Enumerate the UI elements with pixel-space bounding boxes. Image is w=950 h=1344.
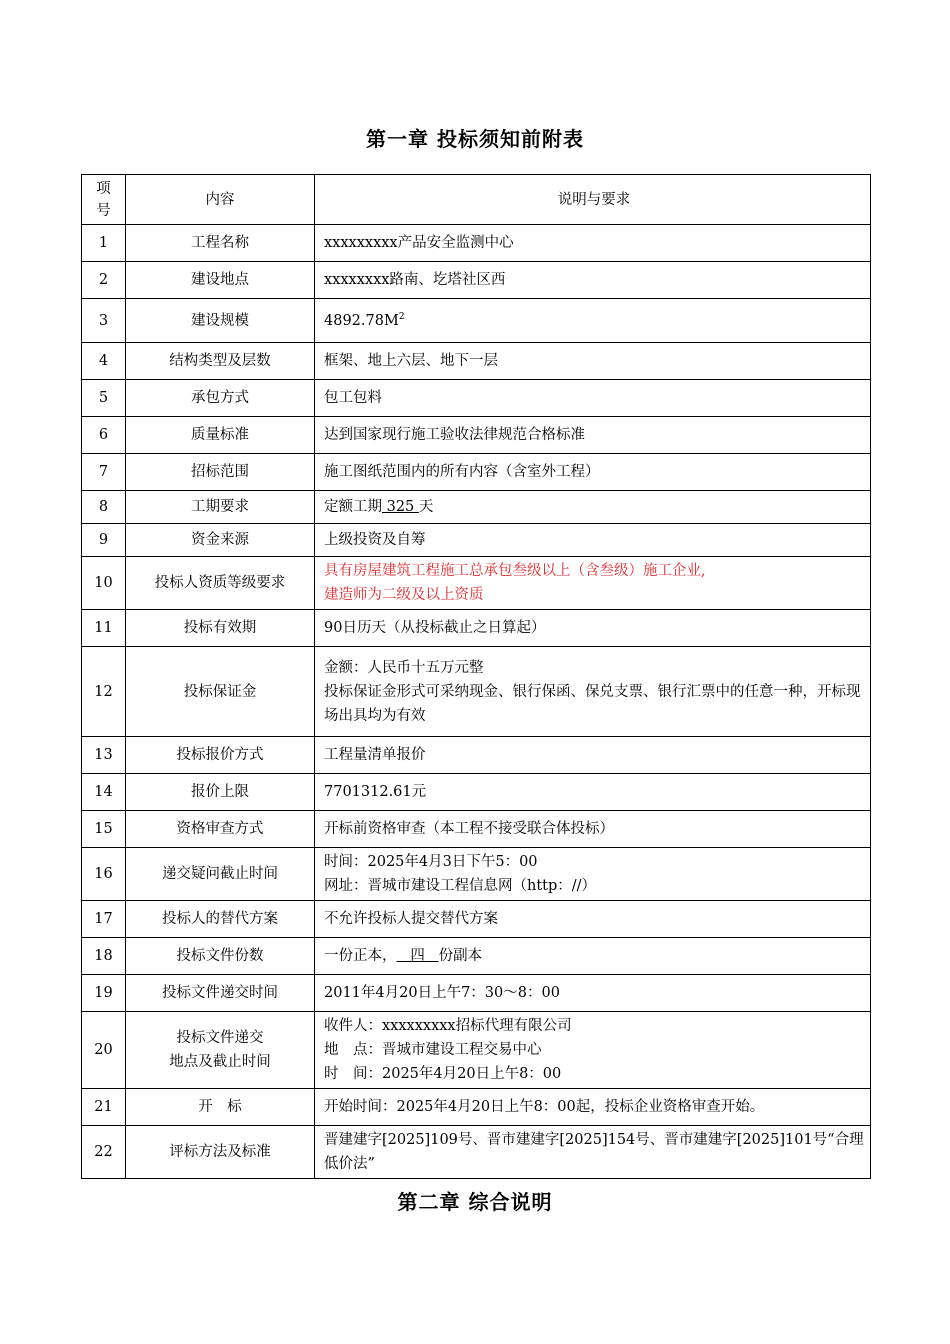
row-description xyxy=(315,774,871,811)
table-row xyxy=(82,774,871,811)
row-number: 15 xyxy=(82,811,126,848)
row-item: 建设地点 xyxy=(126,262,315,299)
row-item: 质量标准 xyxy=(126,417,315,454)
table-row xyxy=(82,380,871,417)
row-description-value: 325 xyxy=(382,499,419,515)
row-description-prefix: 一份正本， xyxy=(324,948,397,964)
row-number: 2 xyxy=(82,262,126,299)
row-item: 工程名称 xyxy=(126,225,315,262)
row-number: 20 xyxy=(82,1012,126,1089)
table-row xyxy=(82,1126,871,1179)
row-number: 16 xyxy=(82,848,126,901)
table-row xyxy=(82,938,871,975)
row-number: 22 xyxy=(82,1126,126,1179)
row-description-line: 金额：人民币十五万元整 xyxy=(324,659,484,676)
row-item: 结构类型及层数 xyxy=(126,343,315,380)
table-row xyxy=(82,610,871,647)
row-item-line: 投标文件递交 xyxy=(176,1030,264,1046)
row-item: 投标有效期 xyxy=(126,610,315,647)
row-item: 投标文件递交时间 xyxy=(126,975,315,1012)
row-item: 递交疑问截止时间 xyxy=(126,848,315,901)
table-row xyxy=(82,524,871,557)
row-number: 6 xyxy=(82,417,126,454)
row-number: 9 xyxy=(82,524,126,557)
row-description-text: 晋建建字[2025]109号、晋市建建字[2025]154号、晋市建建字[2025]101号“合理低价法” xyxy=(324,1132,864,1172)
row-item: 建设规模 xyxy=(126,299,315,343)
table-header-row xyxy=(82,175,871,225)
row-description-text: 不允许投标人提交替代方案 xyxy=(324,911,498,927)
row-description-line: 时 间：2025年4月20日上午8：00 xyxy=(324,1066,562,1082)
row-description-text: 施工图纸范围内的所有内容（含室外工程） xyxy=(324,464,600,480)
row-description-text: 90日历天（从投标截止之日算起） xyxy=(324,620,546,636)
row-description xyxy=(315,975,871,1012)
row-item: 工期要求 xyxy=(126,491,315,524)
row-number: 4 xyxy=(82,343,126,380)
row-description-suffix: 天 xyxy=(418,499,434,515)
table-row xyxy=(82,491,871,524)
row-description-text: 4892.78M xyxy=(324,312,399,329)
row-number: 10 xyxy=(82,557,126,610)
table-row xyxy=(82,454,871,491)
table-row xyxy=(82,848,871,901)
row-item: 投标文件份数 xyxy=(126,938,315,975)
row-number: 1 xyxy=(82,225,126,262)
row-number: 11 xyxy=(82,610,126,647)
row-description-text: 框架、地上六层、地下一层 xyxy=(324,353,498,369)
header-item: 内容 xyxy=(126,175,315,225)
row-description-text: 开始时间：2025年4月20日上午8：00起，投标企业资格审查开始。 xyxy=(324,1099,765,1115)
row-description xyxy=(315,1012,871,1089)
row-item: 投标人的替代方案 xyxy=(126,901,315,938)
row-number: 18 xyxy=(82,938,126,975)
row-number: 13 xyxy=(82,737,126,774)
table-row xyxy=(82,262,871,299)
row-description xyxy=(315,848,871,901)
row-description xyxy=(315,1089,871,1126)
row-description-text: 7701312.61元 xyxy=(324,784,427,800)
row-description xyxy=(315,262,871,299)
table-row xyxy=(82,299,871,343)
row-description-suffix: 份副本 xyxy=(438,948,483,964)
table-row xyxy=(82,811,871,848)
row-item-line: 地点及截止时间 xyxy=(169,1054,271,1070)
chapter-2-title: 第二章 综合说明 xyxy=(397,1190,553,1214)
tender-info-table xyxy=(81,174,871,1179)
row-description xyxy=(315,557,871,610)
row-description-line: 网址：晋城市建设工程信息网（http：//） xyxy=(324,878,597,894)
row-number: 17 xyxy=(82,901,126,938)
row-description-text: 包工包料 xyxy=(324,390,382,406)
row-description xyxy=(315,417,871,454)
row-description xyxy=(315,647,871,737)
table-row xyxy=(82,417,871,454)
row-description-text: 开标前资格审查（本工程不接受联合体投标） xyxy=(324,821,614,837)
table-row xyxy=(82,901,871,938)
row-item: 招标范围 xyxy=(126,454,315,491)
table-row xyxy=(82,1012,871,1089)
row-description-text: 上级投资及自筹 xyxy=(324,532,426,548)
row-description-text: 2011年4月20日上午7：30〜8：00 xyxy=(324,985,560,1001)
superscript: 2 xyxy=(398,311,405,322)
header-no: 项号 xyxy=(82,175,126,225)
row-item: 投标保证金 xyxy=(126,647,315,737)
row-number: 7 xyxy=(82,454,126,491)
row-item: 投标人资质等级要求 xyxy=(126,557,315,610)
table-row xyxy=(82,557,871,610)
row-description-line: 具有房屋建筑工程施工总承包叁级以上（含叁级）施工企业, xyxy=(324,563,706,579)
row-item xyxy=(126,1012,315,1089)
row-description-text: 达到国家现行施工验收法律规范合格标准 xyxy=(324,427,585,443)
row-description-prefix: 定额工期 xyxy=(324,499,382,515)
row-description xyxy=(315,610,871,647)
row-description xyxy=(315,811,871,848)
row-description xyxy=(315,524,871,557)
row-description xyxy=(315,901,871,938)
row-item: 开 标 xyxy=(126,1089,315,1126)
row-number: 19 xyxy=(82,975,126,1012)
row-item: 投标报价方式 xyxy=(126,737,315,774)
row-description-line: 地 点：晋城市建设工程交易中心 xyxy=(324,1042,542,1058)
row-number: 8 xyxy=(82,491,126,524)
row-description-text: 工程量清单报价 xyxy=(324,747,426,763)
row-description-line: 收件人：xxxxxxxxx招标代理有限公司 xyxy=(324,1018,572,1034)
row-description xyxy=(315,491,871,524)
row-description-line: 建造师为二级及以上资质 xyxy=(324,587,484,603)
header-desc: 说明与要求 xyxy=(315,175,871,225)
row-number: 3 xyxy=(82,299,126,343)
row-description xyxy=(315,225,871,262)
row-number: 5 xyxy=(82,380,126,417)
row-description xyxy=(315,380,871,417)
row-description-text: xxxxxxxxx产品安全监测中心 xyxy=(324,235,514,251)
row-description xyxy=(315,737,871,774)
table-row xyxy=(82,975,871,1012)
table-row xyxy=(82,343,871,380)
row-item: 资格审查方式 xyxy=(126,811,315,848)
row-description xyxy=(315,1126,871,1179)
row-description-value: 四 xyxy=(396,948,439,964)
table-row xyxy=(82,225,871,262)
row-description xyxy=(315,299,871,343)
table-row xyxy=(82,737,871,774)
row-item: 报价上限 xyxy=(126,774,315,811)
row-number: 12 xyxy=(82,647,126,737)
row-description xyxy=(315,938,871,975)
table-row xyxy=(82,1089,871,1126)
row-item: 资金来源 xyxy=(126,524,315,557)
row-description-text: xxxxxxxx路南、圪塔社区西 xyxy=(324,272,506,288)
row-item: 承包方式 xyxy=(126,380,315,417)
chapter-1-title: 第一章 投标须知前附表 xyxy=(366,127,584,151)
row-item: 评标方法及标准 xyxy=(126,1126,315,1179)
row-number: 14 xyxy=(82,774,126,811)
row-description-line: 投标保证金形式可采纳现金、银行保函、保兑支票、银行汇票中的任意一种，开标现场出具均为有效 xyxy=(324,683,861,724)
table-row xyxy=(82,647,871,737)
row-description xyxy=(315,454,871,491)
row-description-line: 时间：2025年4月3日下午5：00 xyxy=(324,854,538,870)
row-description xyxy=(315,343,871,380)
row-number: 21 xyxy=(82,1089,126,1126)
